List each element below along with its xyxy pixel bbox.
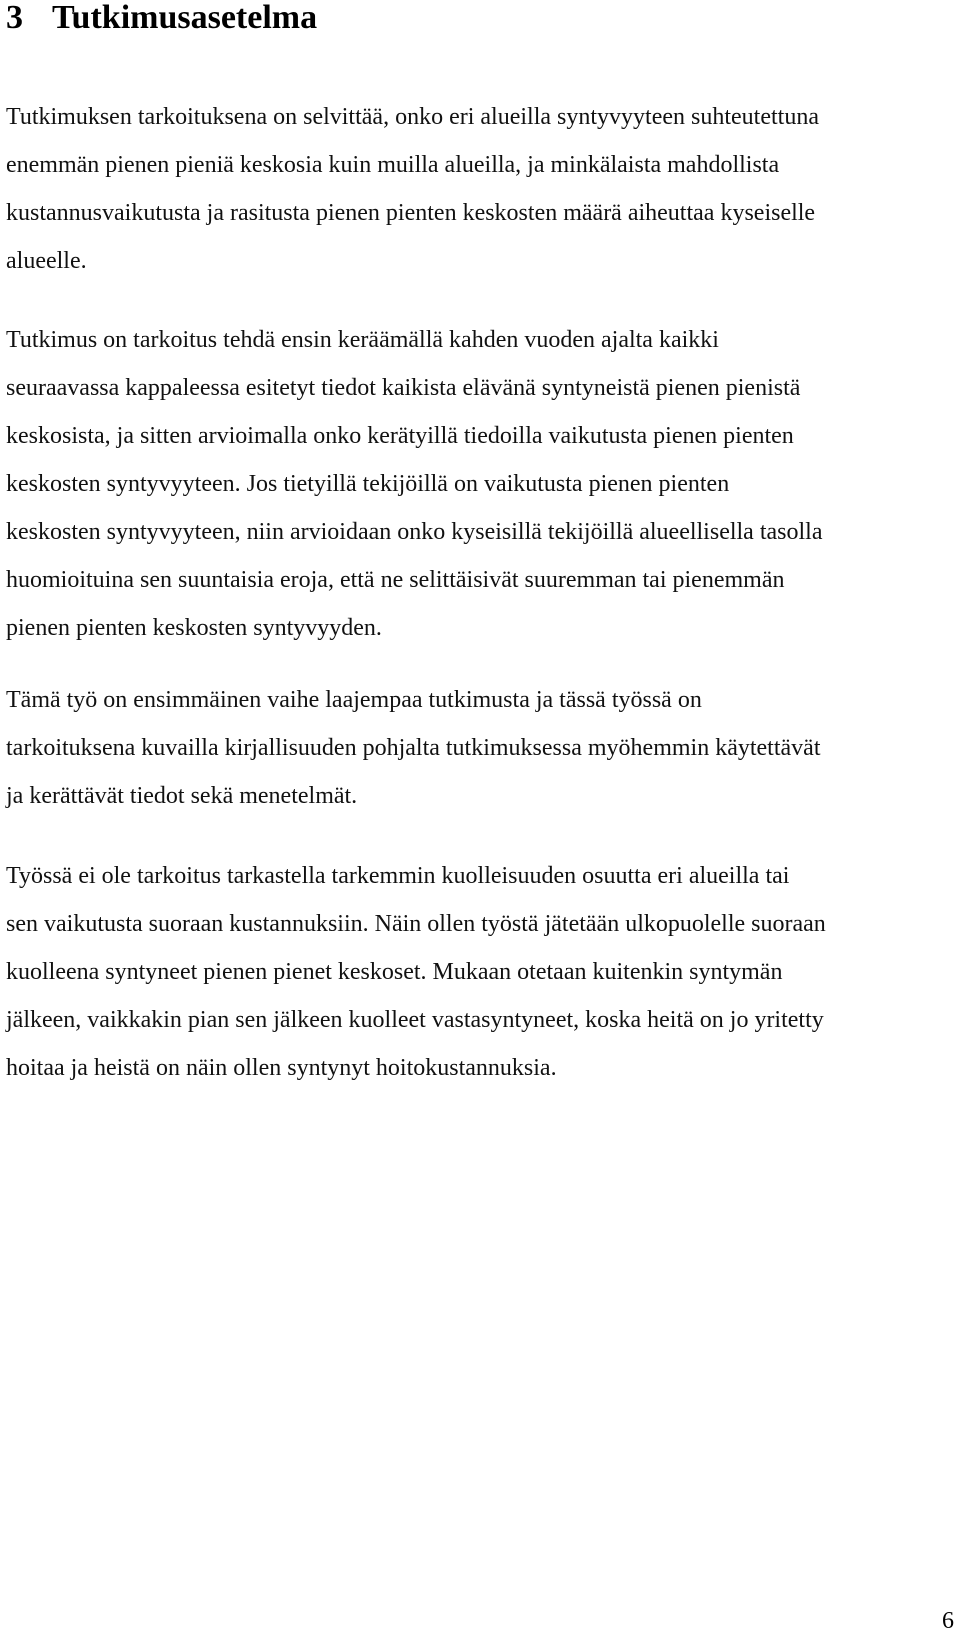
paragraph-3	[6, 676, 956, 820]
text-line: pienen pienten keskosten syntyvyyden.	[6, 615, 382, 641]
section-heading	[6, 0, 317, 36]
text-line: Tutkimus on tarkoitus tehdä ensin keräämällä kahden vuoden ajalta kaikki	[6, 327, 719, 353]
text-line: enemmän pienen pieniä keskosia kuin muilla alueilla, ja minkälaista mahdollista	[6, 152, 780, 178]
text-line: keskosten syntyvyyteen. Jos tietyillä tekijöillä on vaikutusta pienen pienten	[6, 471, 730, 497]
text-line: kuolleena syntyneet pienen pienet keskoset. Mukaan otetaan kuitenkin syntymän	[6, 959, 783, 985]
text-line: Tämä työ on ensimmäinen vaihe laajempaa tutkimusta ja tässä työssä on	[6, 687, 702, 713]
text-line: sen vaikutusta suoraan kustannuksiin. Näin ollen työstä jätetään ulkopuolelle suoraan	[6, 911, 826, 937]
text-line: keskosista, ja sitten arvioimalla onko kerätyillä tiedoilla vaikutusta pienen pienten	[6, 423, 794, 449]
text-line: kustannusvaikutusta ja rasitusta pienen pienten keskosten määrä aiheuttaa kyseiselle	[6, 200, 816, 226]
text-line: jälkeen, vaikkakin pian sen jälkeen kuolleet vastasyntyneet, koska heitä on jo yritetty	[6, 1007, 824, 1033]
text-line: seuraavassa kappaleessa esitetyt tiedot kaikista elävänä syntyneistä pienen pienistä	[6, 375, 801, 401]
section-title: Tutkimusasetelma	[52, 0, 318, 36]
text-line: Työssä ei ole tarkoitus tarkastella tarkemmin kuolleisuuden osuutta eri alueilla tai	[6, 863, 790, 889]
text-line: hoitaa ja heistä on näin ollen syntynyt hoitokustannuksia.	[6, 1055, 557, 1081]
text-line: alueelle.	[6, 248, 87, 274]
section-number: 3	[6, 0, 23, 36]
text-line: tarkoituksena kuvailla kirjallisuuden pohjalta tutkimuksessa myöhemmin käytettävät	[6, 735, 821, 761]
text-line: huomioituina sen suuntaisia eroja, että ne selittäisivät suuremman tai pienemmän	[6, 567, 785, 593]
paragraph-2	[6, 316, 956, 652]
text-line: Tutkimuksen tarkoituksena on selvittää, onko eri alueilla syntyvyyteen suhteutettuna	[6, 104, 819, 130]
paragraph-1	[6, 93, 956, 285]
paragraph-4	[6, 852, 956, 1092]
text-line: ja kerättävät tiedot sekä menetelmät.	[6, 783, 358, 809]
text-line: keskosten syntyvyyteen, niin arvioidaan onko kyseisillä tekijöillä alueellisella tasolla	[6, 519, 823, 545]
page-number: 6	[942, 1608, 954, 1634]
